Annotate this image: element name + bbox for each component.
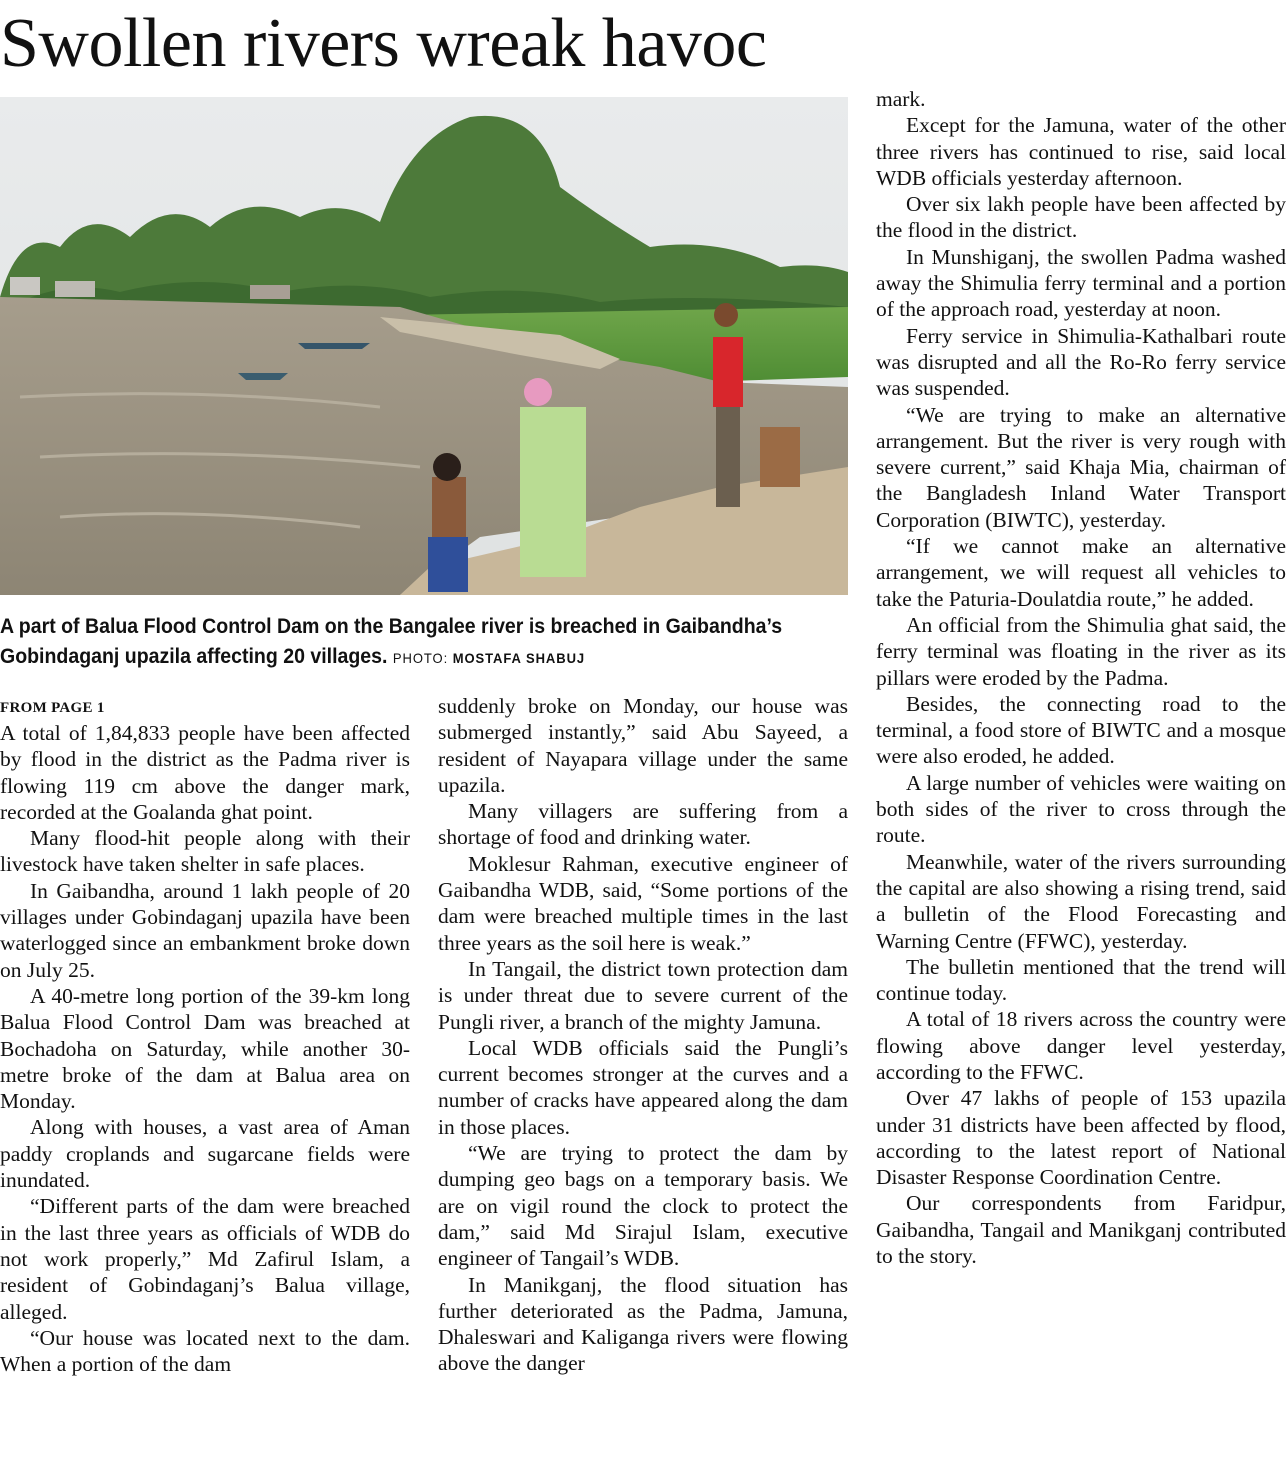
paragraph: “If we cannot make an alternative arrangement, we will request all vehicles to take the Paturia-Doulatdia route,” he added. [876,534,1286,611]
paragraph: Over 47 lakhs of people of 153 upazila under 31 districts have been affected by flood, according to the latest report of National Disaster Response Coordination Centre. [876,1086,1286,1190]
paragraph: Many villagers are suffering from a shortage of food and drinking water. [438,799,848,850]
paragraph: Local WDB officials said the Pungli’s current becomes stronger at the curves and a number of cracks have appeared along the dam in those places. [438,1035,848,1139]
flood-photo [0,97,848,595]
paragraph: “Our house was located next to the dam. When a portion of the dam [0,1325,410,1377]
paragraph: A 40-metre long portion of the 39-km long Balua Flood Control Dam was breached at Bochadoha on Saturday, while another 30-metre broke of the dam at Balua area on Monday. [0,983,410,1114]
paragraph: Besides, the connecting road to the terminal, a food store of BIWTC and a mosque were also eroded, he added. [876,691,1286,769]
article-column-2 [438,693,848,1377]
paragraph: Along with houses, a vast area of Aman paddy croplands and sugarcane fields were inundated. [0,1115,410,1193]
paragraph: “Different parts of the dam were breached in the last three years as officials of WDB do not work properly,” Md Zafirul Islam, a resident of Gobindaganj’s Balua village, alleged. [0,1194,410,1324]
from-page-label: FROM PAGE 1 [0,700,105,716]
paragraph: mark. [876,87,926,111]
paragraph: A large number of vehicles were waiting on both sides of the river to cross through the route. [876,770,1286,848]
article-column-1 [0,696,410,1377]
credit-label: PHOTO: [392,650,449,666]
paragraph: An official from the Shimulia ghat said, the ferry terminal was floating in the river as its pillars were eroded by the Padma. [876,612,1286,690]
paragraph: Over six lakh people have been affected by the flood in the district. [876,192,1286,243]
paragraph: Many flood-hit people along with their livestock have taken shelter in safe places. [0,826,410,877]
photo-caption [0,612,792,673]
headline: Swollen rivers wreak havoc [0,5,767,82]
paragraph: Ferry service in Shimulia-Kathalbari route was disrupted and all the Ro-Ro ferry service was suspended. [876,323,1286,401]
paragraph: suddenly broke on Monday, our house was submerged instantly,” said Abu Sayeed, a resident of Nayapara village under the same upazila. [438,694,848,797]
paragraph: “We are trying to make an alternative arrangement. But the river is very rough with severe current,” said Khaja Mia, chairman of the Bangladesh Inland Water Transport Corporation (BIWTC), yesterday. [876,402,1286,532]
caption-text: A part of Balua Flood Control Dam on the Bangalee river is breached in Gaibandha’s Gobindaganj upazila affecting 20 villages. [0,615,783,668]
paragraph: In Gaibandha, around 1 lakh people of 20 villages under Gobindaganj upazila have been waterlogged since an embankment broke down on July 25. [0,878,410,982]
paragraph: Except for the Jamuna, water of the other three rivers has continued to rise, said local WDB officials yesterday afternoon. [876,113,1286,190]
paragraph: In Munshiganj, the swollen Padma washed away the Shimulia ferry terminal and a portion of the approach road, yesterday at noon. [876,244,1286,322]
photo-credit [393,650,585,666]
credit-name: MOSTAFA SHABUJ [452,650,586,666]
paragraph: Moklesur Rahman, executive engineer of Gaibandha WDB, said, “Some portions of the dam were breached multiple times in the last three years as the soil here is weak.” [438,851,848,955]
paragraph: Meanwhile, water of the rivers surrounding the capital are also showing a rising trend, said a bulletin of the Flood Forecasting and Warning Centre (FFWC), yesterday. [876,849,1286,953]
paragraph: In Tangail, the district town protection dam is under threat due to severe current of the Pungli river, a branch of the mighty Jamuna. [438,956,848,1034]
paragraph: “We are trying to protect the dam by dumping geo bags on a temporary basis. We are on vigil round the clock to protect the dam,” said Md Sirajul Islam, executive engineer of Tangail’s WDB. [438,1141,848,1271]
paragraph: In Manikganj, the flood situation has further deteriorated as the Padma, Jamuna, Dhaleswari and Kaliganga rivers were flowing above the danger [438,1272,848,1376]
paragraph: A total of 18 rivers across the country were flowing above danger level yesterday, according to the FFWC. [876,1007,1286,1084]
paragraph: The bulletin mentioned that the trend will continue today. [876,954,1286,1006]
paragraph: Our correspondents from Faridpur, Gaibandha, Tangail and Manikganj contributed to the story. [876,1191,1286,1269]
paragraph: A total of 1,84,833 people have been affected by flood in the district as the Padma river is flowing 119 cm above the danger mark, recorded at the Goalanda ghat point. [0,721,410,824]
article-column-3 [876,86,1286,1269]
